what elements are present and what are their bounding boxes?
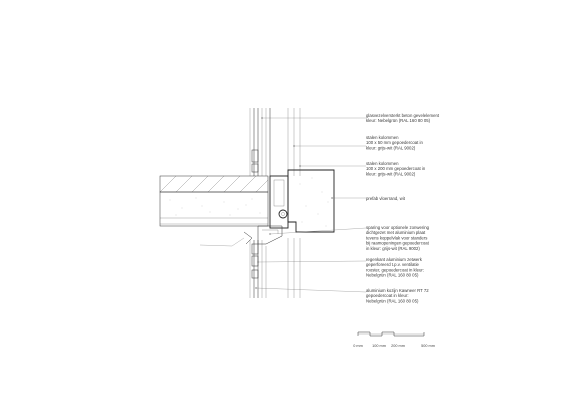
wall-layers [250, 108, 300, 298]
annotation-window-frame: aluminium kozijn Kawneer RT 72 gepoedercoat in kleur: Nebelgrün (RAL 160 80 05) [366, 288, 429, 304]
scale-label-0: 0 mm [353, 344, 363, 348]
scale-label-200: 200 mm [391, 344, 405, 348]
floor-slab [160, 176, 268, 226]
scale-label-100: 100 mm [372, 344, 386, 348]
annotation-steel-column-large: stalen kolommen 100 x 200 mm gepoedercoat in kleur: grijs-wit (RAL 9002) [366, 161, 426, 177]
annotation-rain-edge: regenkant aluminium zetwerk geperforeerd t.p.v. ventilatie rooster, gepoedercoat in kleur: Nebelgrün (RAL 160 80 05) [366, 257, 425, 278]
annotation-sunshade-opening: sparing voor optionele zonwering dichtgezet met aluminium plaat tevens koppelvlak voor standers bij raamopeningen gepoedercoat in kleur: grijs-wit (RAL 9002) [366, 225, 430, 251]
scale-bar [353, 332, 435, 348]
leader-lines [255, 117, 366, 292]
annotation-floor-edge: prefab vloerrand, wit [366, 196, 405, 201]
annotations [366, 113, 440, 303]
scale-label-500: 500 mm [421, 344, 435, 348]
facade-element-shape [200, 170, 334, 246]
annotation-steel-column-small: stalen kolommen 100 x 50 mm gepoedercoat in kleur: grijs-wit (RAL 9002) [366, 135, 423, 151]
annotation-facade-element: glasvezelversterkt beton gevelelement kleur: Nebelgrün (RAL 160 80 05) [366, 113, 440, 124]
